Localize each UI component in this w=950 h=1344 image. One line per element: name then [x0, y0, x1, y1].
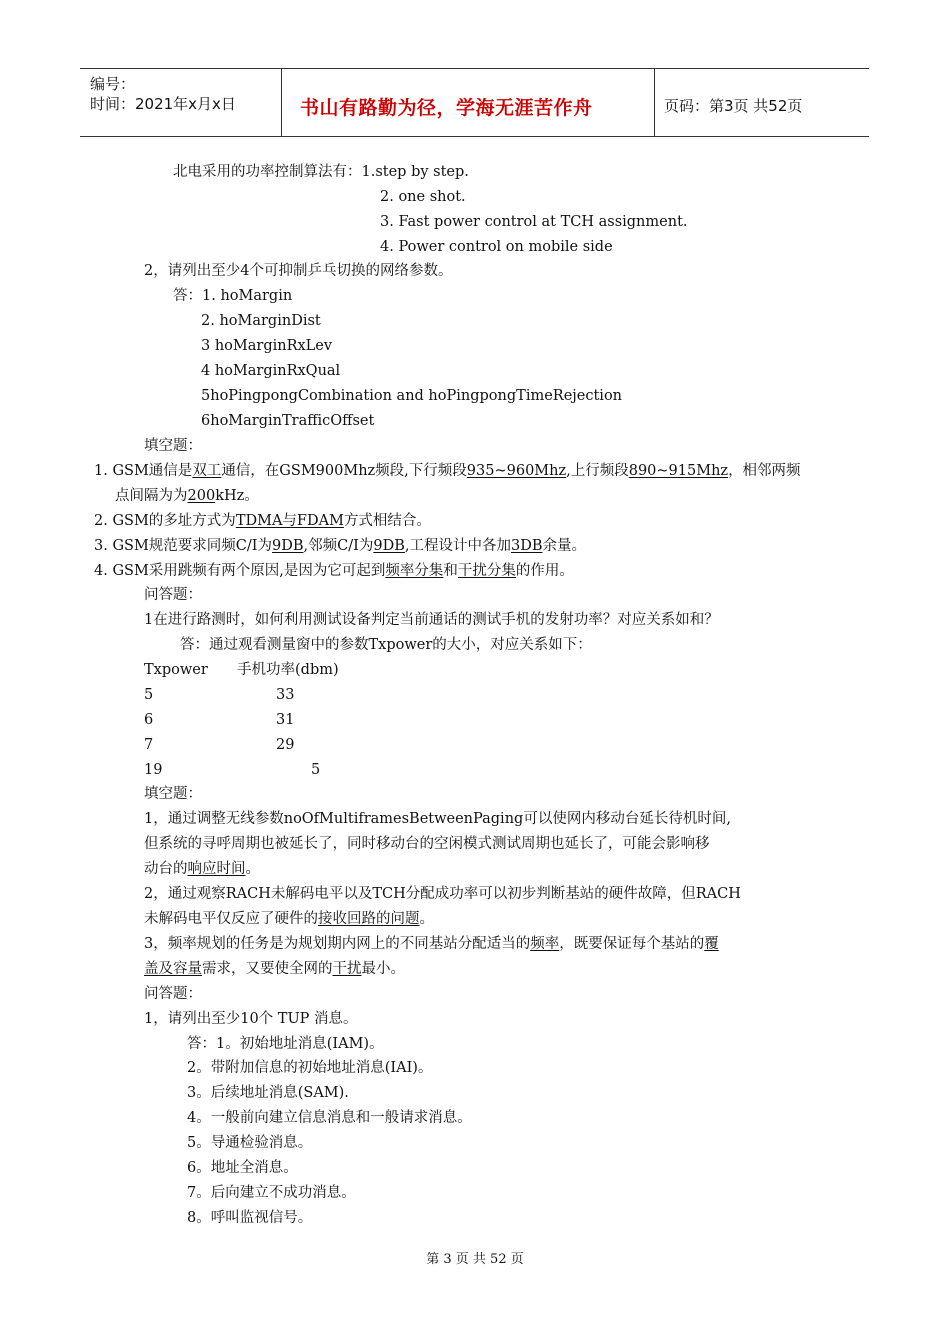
answer-item: 2. hoMarginDist	[201, 313, 321, 329]
fill-paragraph: 2，通过观察RACH未解码电平以及TCH分配成功率可以初步判断基站的硬件故障，但RACH	[144, 886, 741, 902]
header-page-info: 页码：第3页 共52页	[664, 97, 803, 115]
section-title: 填空题：	[144, 786, 202, 802]
table-cell: 19	[144, 762, 163, 778]
answer-item: 答：1。初始地址消息(IAM)。	[187, 1036, 384, 1052]
fill-paragraph: 盖及容量需求，又要使全网的干扰最小。	[144, 961, 405, 977]
fill-paragraph: 3，频率规划的任务是为规划期内网上的不同基站分配适当的频率，既要保证每个基站的覆	[144, 936, 719, 952]
table-cell: 29	[276, 737, 295, 753]
answer-blank: 9DB	[272, 538, 304, 554]
power-control-item: 2. one shot.	[380, 189, 466, 205]
section-title: 问答题：	[144, 587, 202, 603]
answer-item: 4。一般前向建立信息消息和一般请求消息。	[187, 1110, 472, 1126]
answer-item: 6。地址全消息。	[187, 1160, 298, 1176]
fill-paragraph: 但系统的寻呼周期也被延长了，同时移动台的空闲模式测试周期也延长了，可能会影响移	[144, 836, 710, 852]
doc-number-label: 编号：	[90, 75, 136, 93]
answer-blank: 干扰分集	[457, 563, 516, 579]
table-cell: 7	[144, 737, 154, 753]
doc-time-label: 时间：2021年x月x日	[90, 95, 236, 113]
answer-item: 6hoMarginTrafficOffset	[201, 413, 375, 429]
question-pingpong: 2，请列出至少4个可抑制乒乓切换的网络参数。	[144, 263, 453, 279]
question-tup: 1，请列出至少10个 TUP 消息。	[144, 1011, 358, 1027]
fill-item: 3. GSM规范要求同频C/I为9DB,邻频C/I为9DB,工程设计中各加3DB余量。	[94, 538, 586, 554]
fill-paragraph: 1，通过调整无线参数noOfMultiframesBetweenPaging可以使网内移动台延长待机时间,	[144, 811, 731, 827]
answer-blank: 935~960Mhz	[466, 463, 567, 479]
fill-item: 4. GSM采用跳频有两个原因,是因为它可起到频率分集和干扰分集的作用。	[94, 563, 574, 579]
fill-item: 1. GSM通信是双工通信，在GSM900Mhz频段,下行频段935~960Mhz,上行频段890~915Mhz，相邻两频	[94, 463, 801, 479]
table-cell: 6	[144, 712, 154, 728]
header-divider	[654, 69, 655, 136]
answer-blank: 频率	[530, 936, 560, 952]
answer-blank: 接收回路的问题	[318, 911, 420, 927]
power-control-item: 3. Fast power control at TCH assignment.	[380, 214, 688, 230]
fill-item: 2. GSM的多址方式为TDMA与FDAM方式相结合。	[94, 513, 431, 529]
page-footer: 第 3 页 共 52 页	[426, 1252, 524, 1267]
answer-blank: 9DB	[373, 538, 405, 554]
power-control-item: 4. Power control on mobile side	[380, 239, 613, 255]
answer-txpower: 答：通过观看测量窗中的参数Txpower的大小，对应关系如下：	[180, 637, 592, 653]
answer-item: 8。呼叫监视信号。	[187, 1210, 313, 1226]
answer-item: 4 hoMarginRxQual	[201, 363, 341, 379]
answer-item: 3。后续地址消息(SAM).	[187, 1085, 349, 1101]
answer-blank: 双工	[192, 463, 222, 479]
question-txpower: 1在进行路测时，如何利用测试设备判定当前通话的测试手机的发射功率？对应关系如和？	[144, 612, 719, 628]
table-cell: 5	[144, 687, 154, 703]
table-header-power: 手机功率(dbm)	[237, 662, 339, 678]
section-title: 问答题：	[144, 986, 202, 1002]
answer-blank: TDMA与FDAM	[235, 513, 344, 529]
table-cell: 31	[276, 712, 295, 728]
fill-paragraph: 未解码电平仅反应了硬件的接收回路的问题。	[144, 911, 434, 927]
answer-item: 答：1. hoMargin	[173, 288, 293, 304]
answer-item: 3 hoMarginRxLev	[201, 338, 333, 354]
answer-blank: 覆	[704, 936, 719, 952]
answer-item: 2。带附加信息的初始地址消息(IAI)。	[187, 1060, 433, 1076]
power-control-intro: 北电采用的功率控制算法有：1.step by step.	[173, 164, 469, 180]
answer-item: 7。后向建立不成功消息。	[187, 1185, 356, 1201]
header-divider	[281, 69, 282, 136]
section-title: 填空题：	[144, 438, 202, 454]
answer-blank: 干扰	[332, 961, 362, 977]
table-cell: 5	[311, 762, 321, 778]
header-motto: 书山有路勤为径，学海无涯苦作舟	[300, 97, 593, 119]
answer-item: 5hoPingpongCombination and hoPingpongTimeRejection	[201, 388, 623, 404]
fill-paragraph: 动台的响应时间。	[144, 861, 260, 877]
table-cell: 33	[276, 687, 295, 703]
answer-blank: 890~915Mhz	[628, 463, 729, 479]
table-header-txpower: Txpower	[144, 662, 208, 678]
answer-blank: 盖及容量	[144, 961, 202, 977]
answer-blank: 响应时间	[187, 861, 246, 877]
answer-blank: 200	[187, 488, 216, 504]
fill-item-cont: 点间隔为为200kHz。	[115, 488, 259, 504]
answer-blank: 3DB	[510, 538, 543, 554]
page-header	[80, 68, 869, 137]
answer-blank: 频率分集	[385, 563, 444, 579]
answer-item: 5。导通检验消息。	[187, 1135, 313, 1151]
